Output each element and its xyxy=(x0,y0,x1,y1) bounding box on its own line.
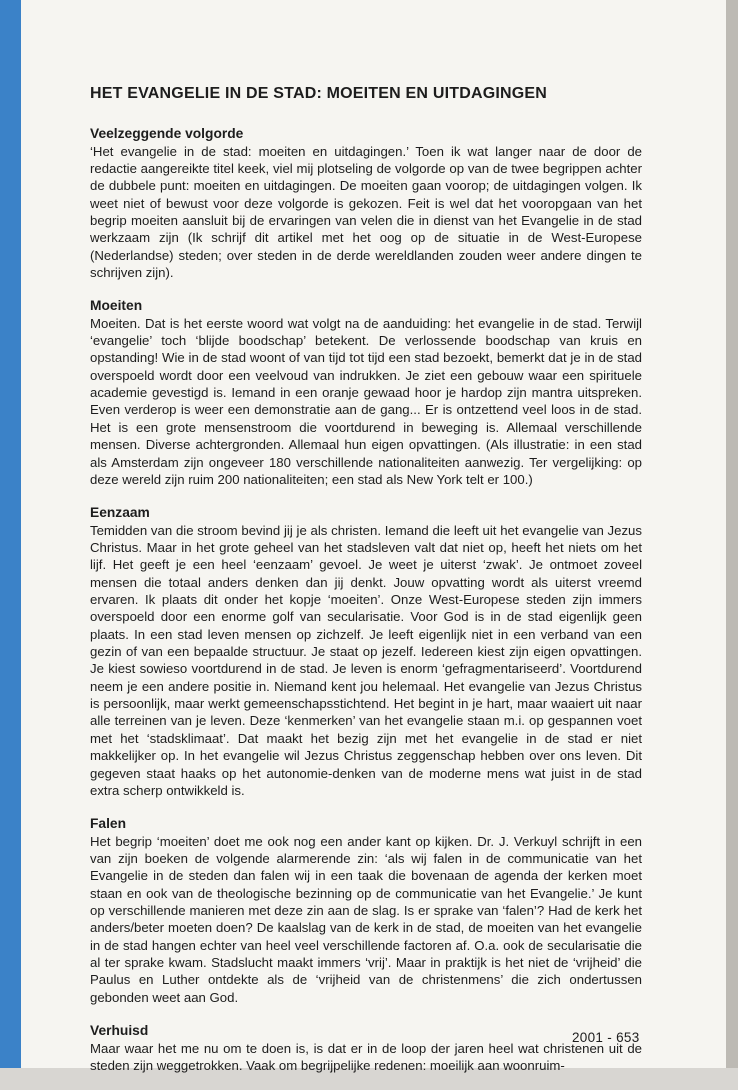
section-heading: Moeiten xyxy=(90,298,143,314)
article-title: HET EVANGELIE IN DE STAD: MOEITEN EN UITDAGINGEN xyxy=(90,85,548,102)
section-falen xyxy=(90,815,642,1006)
page-gutter xyxy=(726,0,738,1068)
section-heading: Eenzaam xyxy=(90,505,150,521)
blue-page-edge xyxy=(0,0,21,1068)
page-number: 2001 - 653 xyxy=(572,1030,640,1045)
section-heading: Veelzeggende volgorde xyxy=(90,126,244,141)
section-verhuisd xyxy=(90,1022,642,1074)
section-heading: Falen xyxy=(90,816,127,832)
section-body: Maar waar het me nu om te doen is, is dat er in de loop der jaren heel wat christenen uit de steden zijn weggetrokken. Vaak om begrijpelijke redenen: moeilijk aan woonruim- xyxy=(90,1040,642,1073)
section-eenzaam xyxy=(90,504,642,799)
section-moeiten xyxy=(90,297,642,488)
section-body: ‘Het evangelie in de stad: moeiten en uitdagingen.’ Toen ik wat langer naar de door de redactie aangereikte titel keek, viel mij plotseling de volgorde op van de twee begrippen achter de dubbele punt: moeiten en uitdagingen. De moeiten gaan voorop; de uitdagingen volgen. Ik weet niet of bewust voor deze volgorde is gekozen. Feit is wel dat het vooropgaan van het begrip moeiten aansluit bij de ervaringen van velen die in dienst van het Evangelie in de stad werkzaam zijn (Ik schrijf dit artikel met het oog op de situatie in de West-Europese (Nederlandse) steden; over steden in de derde wereldlanden zouden weer andere dingen te schrijven zijn). xyxy=(90,143,642,280)
section-body: Het begrip ‘moeiten’ doet me ook nog een ander kant op kijken. Dr. J. Verkuyl schrijft in een van zijn boeken de volgende alarmerende zin: ‘als wij falen in de communicatie van het Evangelie in de steden dan falen wij in een taak die bovenaan de agenda der kerken moet staan en ook van de theologische bezinning op de communicatie van het Evangelie.’ Je kunt op verschillende manieren met deze zin aan de slag. Is er sprake van ‘falen’? Had de kerk het anders/beter moeten doen? De kaalslag van de kerk in de stad, de moeiten van het evangelie in de stad hangen echter van heel veel verschillende factoren af. O.a. ook de secularisatie die al ter sprake kwam. Stadslucht maakt immers ‘vrij’. Maar in praktijk is het niet de ‘vrijheid’ die Paulus en Luther ontdekte als de ‘vrijheid van de christenmens’ die zich ondertussen gebonden weet aan God. xyxy=(90,833,642,1005)
section-heading: Verhuisd xyxy=(90,1023,149,1039)
section-body: Temidden van die stroom bevind jij je als christen. Iemand die leeft uit het evangelie van Jezus Christus. Maar in het grote geheel van het stadsleven valt dat niet op, heeft het niets om het lijf. Het geeft je een heel ‘eenzaam’ gevoel. Je weet je uiterst ‘zwak’. Je ontmoet zoveel mensen die totaal anders denken dan jij denkt. Jouw opvatting wordt als uiterst vreemd ervaren. Ik plaats dit onder het kopje ‘moeiten’. Onze West-Europese steden zijn immers overspoeld door een enorme golf van secularisatie. Voor God is in de stad eigenlijk geen plaats. In een stad leven mensen op zichzelf. Je leeft eigenlijk niet in een verband van een gezin of van een bepaalde structuur. Je staat op jezelf. Iedereen kiest zijn eigen opvattingen. Je kiest sowieso voortdurend in de stad. Je leven is enorm ‘gefragmentariseerd’. Voortdurend neem je een andere positie in. Niemand kent jou helemaal. Het evangelie van Jezus Christus is persoonlijk, maar werkt gemeenschapsstichtend. Het begint in je hart, maar waaiert uit naar alle terreinen van je leven. Deze ‘kenmerken’ van het evangelie staan m.i. op gespannen voet met het ‘stadsklimaat’. Dat maakt het bezig zijn met het evangelie in de stad er niet makkelijker op. In het evangelie wil Jezus Christus zeggenschap hebben over ons leven. Dit gegeven staat haaks op het autonomie-denken van de moderne mens wat juist in de stad extra scherp ontwikkeld is. xyxy=(90,522,642,798)
section-body: Moeiten. Dat is het eerste woord wat volgt na de aanduiding: het evangelie in de stad. Terwijl ‘evangelie’ toch ‘blijde boodschap’ betekent. De verlossende boodschap van kruis en opstanding! Wie in de stad woont of van tijd tot tijd een stad bezoekt, bemerkt dat je in de stad overspoeld wordt door een veelvoud van indrukken. Je ziet een gebouw waar een spirituele academie gevestigd is. Iemand in een oranje gewaad hoor je hardop zijn mantra uitspreken. Even verderop is weer een demonstratie aan de gang... Er is ontzettend veel loos in de stad. Het is een grote mensenstroom die voortdurend in beweging is. Allemaal verschillende mensen. Diverse achtergronden. Allemaal hun eigen opvattingen. (Als illustratie: in een stad als Amsterdam zijn ongeveer 180 verschillende nationaliteiten aanwezig. Ter vergelijking: op deze wereld zijn ruim 200 nationaliteiten; een stad als New York telt er 100.) xyxy=(90,315,642,487)
article xyxy=(90,84,642,1090)
section-veelzeggende-volgorde xyxy=(90,125,642,281)
